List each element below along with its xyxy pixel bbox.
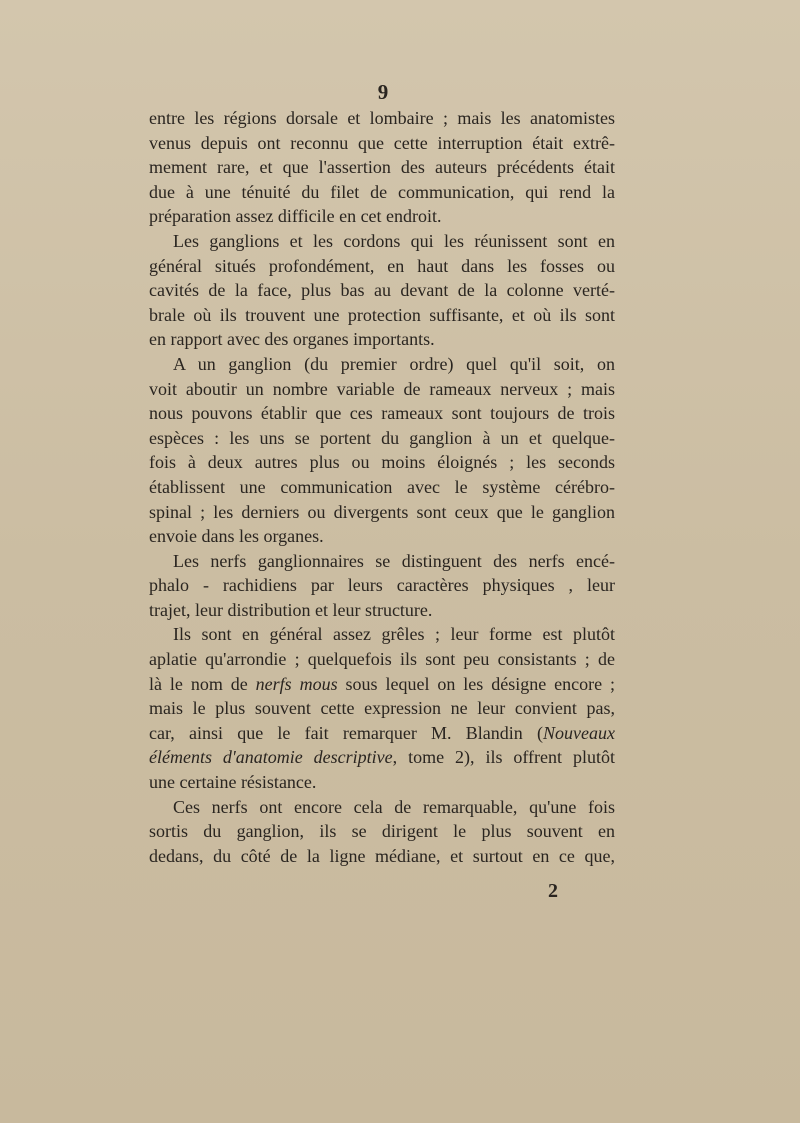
italic-term: nerfs mous — [255, 673, 338, 694]
text-line: venus depuis ont reconnu que cette interruption était extrê- — [149, 132, 615, 153]
text-line: mais le plus souvent cette expression ne leur convient pas, — [149, 698, 615, 719]
text-line: aplatie qu'arrondie ; quelquefois ils sont peu consistants ; de — [149, 649, 615, 670]
text-line: une certaine résistance. — [149, 772, 317, 793]
text-line: envoie dans les organes. — [149, 526, 324, 547]
signature-mark: 2 — [548, 880, 558, 902]
text-run: car, ainsi que le fait remarquer M. Blandin ( — [149, 722, 544, 743]
italic-citation: éléments d'anatomie descriptive — [149, 747, 393, 768]
text-line: fois à deux autres plus ou moins éloignés ; les seconds — [149, 452, 615, 473]
text-line: A un ganglion (du premier ordre) quel qu'il soit, on — [173, 353, 615, 374]
text-line: phalo - rachidiens par leurs caractères physiques , leur — [149, 575, 615, 596]
paragraph-4 — [149, 549, 615, 623]
italic-citation: Nouveaux — [543, 722, 615, 743]
text-line: Les nerfs ganglionnaires se distinguent des nerfs encé- — [173, 550, 615, 571]
text-line: cavités de la face, plus bas au devant de la colonne verté- — [149, 280, 615, 301]
text-line: établissent une communication avec le système cérébro- — [149, 476, 615, 497]
body-text — [149, 106, 615, 868]
text-line — [149, 672, 615, 697]
text-line: voit aboutir un nombre variable de rameaux nerveux ; mais — [149, 378, 615, 399]
text-line: en rapport avec des organes importants. — [149, 329, 435, 350]
paragraph-5 — [149, 622, 615, 794]
text-line: Ils sont en général assez grêles ; leur forme est plutôt — [173, 624, 615, 645]
text-line: dedans, du côté de la ligne médiane, et surtout en ce que, — [149, 845, 615, 866]
text-line: entre les régions dorsale et lombaire ; mais les anatomistes — [149, 108, 615, 128]
text-line — [149, 721, 615, 746]
text-line: préparation assez difficile en cet endroit. — [149, 206, 442, 227]
text-line: due à une ténuité du filet de communication, qui rend la — [149, 181, 615, 202]
text-line — [149, 745, 615, 770]
text-line: espèces : les uns se portent du ganglion à un et quelque- — [149, 427, 615, 448]
text-run: sous lequel on les désigne encore ; — [337, 673, 615, 694]
page-number: 9 — [377, 80, 389, 104]
text-line: trajet, leur distribution et leur structure. — [149, 599, 433, 620]
text-line: Les ganglions et les cordons qui les réunissent sont en — [173, 230, 615, 251]
paragraph-2 — [149, 229, 615, 352]
paragraph-1 — [149, 106, 615, 229]
text-line: spinal ; les derniers ou divergents sont ceux que le ganglion — [149, 501, 615, 522]
text-line: brale où ils trouvent une protection suffisante, et où ils sont — [149, 304, 615, 325]
text-line: mement rare, et que l'assertion des auteurs précédents était — [149, 157, 615, 178]
paragraph-6 — [149, 795, 615, 869]
text-run: là le nom de — [149, 673, 256, 694]
text-line: sortis du ganglion, ils se dirigent le plus souvent en — [149, 821, 615, 842]
text-run: , tome 2), ils offrent plutôt — [392, 747, 615, 768]
text-line: Ces nerfs ont encore cela de remarquable, qu'une fois — [173, 796, 615, 817]
paragraph-3 — [149, 352, 615, 549]
text-line: nous pouvons établir que ces rameaux sont toujours de trois — [149, 403, 615, 424]
text-line: général situés profondément, en haut dans les fosses ou — [149, 255, 615, 276]
